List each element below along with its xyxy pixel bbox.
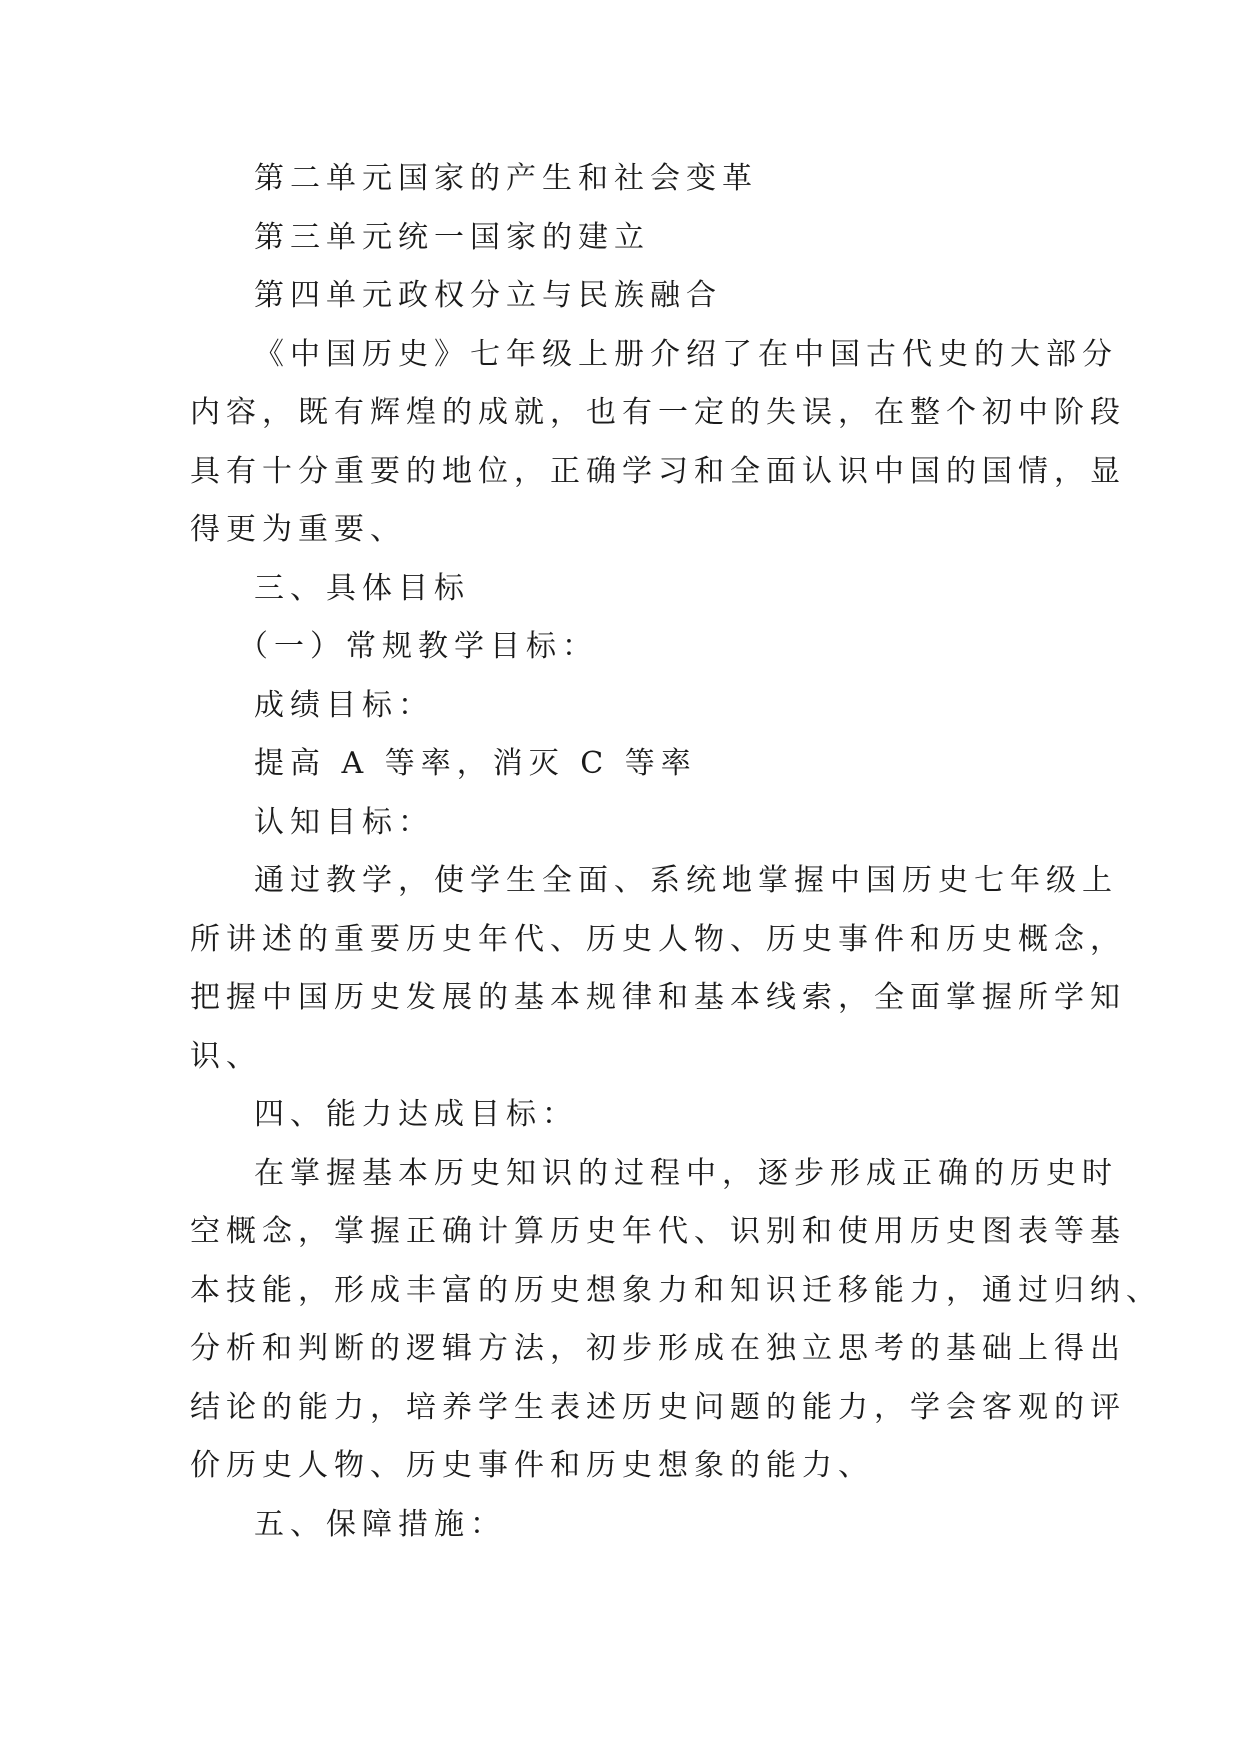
section-5-heading: 五、保障措施： <box>254 1506 506 1542</box>
paragraph-line: 空概念，掌握正确计算历史年代、识别和使用历史图表等基 <box>190 1214 1126 1249</box>
paragraph-line: 价历史人物、历史事件和历史想象的能力、 <box>190 1448 874 1483</box>
subsection-1-heading: （一）常规教学目标： <box>238 629 598 664</box>
paragraph-line: 分析和判断的逻辑方法，初步形成在独立思考的基础上得出 <box>190 1331 1126 1366</box>
paragraph-line: 具有十分重要的地位，正确学习和全面认识中国的国情，显 <box>190 453 1126 489</box>
paragraph-line: 通过教学，使学生全面、系统地掌握中国历史七年级上 <box>254 863 1118 898</box>
paragraph-line: 《中国历史》七年级上册介绍了在中国古代史的大部分 <box>254 336 1118 372</box>
paragraph-line: 结论的能力，培养学生表述历史问题的能力，学会客观的评 <box>190 1389 1126 1425</box>
paragraph-line: 得更为重要、 <box>190 512 406 547</box>
document-body <box>190 150 1162 1554</box>
paragraph-line: 所讲述的重要历史年代、历史人物、历史事件和历史概念， <box>190 921 1126 957</box>
unit-4-title: 第四单元政权分立与民族融合 <box>254 278 722 313</box>
intro-paragraph <box>190 326 1126 560</box>
grade-goal-text: 提高 A 等率，消灭 C 等率 <box>254 746 697 781</box>
grade-goal-label: 成绩目标： <box>254 687 434 723</box>
unit-3-title: 第三单元统一国家的建立 <box>254 219 650 255</box>
ability-paragraph <box>190 1145 1162 1496</box>
section-3-heading: 三、具体目标 <box>254 570 470 606</box>
paragraph-line: 本技能，形成丰富的历史想象力和知识迁移能力，通过归纳、 <box>190 1272 1162 1308</box>
cognitive-goal-label: 认知目标： <box>254 804 434 840</box>
paragraph-line: 识、 <box>190 1038 262 1074</box>
unit-2-title: 第二单元国家的产生和社会变革 <box>254 161 758 196</box>
paragraph-line: 内容，既有辉煌的成就，也有一定的失误，在整个初中阶段 <box>190 395 1126 430</box>
paragraph-line: 在掌握基本历史知识的过程中，逐步形成正确的历史时 <box>254 1155 1118 1191</box>
cognitive-paragraph <box>190 852 1126 1086</box>
section-4-heading: 四、能力达成目标： <box>254 1097 578 1132</box>
paragraph-line: 把握中国历史发展的基本规律和基本线索，全面掌握所学知 <box>190 980 1126 1015</box>
